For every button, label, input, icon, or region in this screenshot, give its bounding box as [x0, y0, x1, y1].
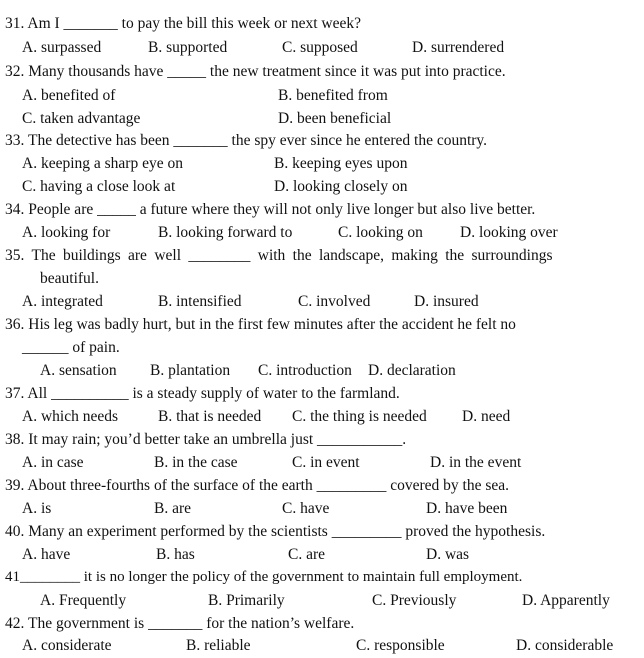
question-stem: 36. His leg was badly hurt, but in the first few minutes after the accident he felt no — [5, 316, 516, 333]
option-d: D. looking over — [460, 224, 558, 241]
option-d: D. in the event — [430, 454, 522, 471]
question-stem: 35. The buildings are well ________ with the landscape, making the surroundings — [5, 247, 553, 264]
option-b: B. intensified — [158, 293, 242, 310]
question-stem: 38. It may rain; you’d better take an umbrella just ___________. — [5, 431, 407, 448]
question-36-stem — [0, 313, 644, 336]
question-42-stem — [0, 612, 644, 635]
question-stem: 34. People are _____ a future where they will not only live longer but also live better. — [5, 201, 536, 218]
question-stem: 33. The detective has been _______ the spy ever since he entered the country. — [5, 132, 488, 149]
option-b: B. benefited from — [278, 87, 388, 104]
option-c: C. in event — [292, 454, 360, 471]
option-b: B. has — [156, 546, 195, 563]
option-b: B. in the case — [154, 454, 238, 471]
question-35-stem — [0, 244, 644, 267]
option-a: A. considerate — [22, 637, 112, 654]
question-stem: 32. Many thousands have _____ the new treatment since it was put into practice. — [5, 63, 506, 80]
option-c: C. having a close look at — [22, 178, 176, 195]
option-b: B. reliable — [186, 637, 251, 654]
option-a: A. looking for — [22, 224, 111, 241]
question-stem-continuation: ______ of pain. — [22, 339, 120, 356]
option-a: A. benefited of — [22, 87, 116, 104]
option-c: C. have — [282, 500, 330, 517]
question-32-stem — [0, 60, 644, 83]
question-38-options — [0, 451, 644, 474]
option-d: D. declaration — [368, 362, 456, 379]
option-b: B. are — [154, 500, 192, 517]
option-d: D. need — [462, 408, 511, 425]
question-36-options — [0, 359, 644, 382]
question-41-stem — [0, 566, 644, 589]
question-39-options — [0, 497, 644, 520]
question-33-options-row1 — [0, 152, 644, 175]
question-stem: 39. About three-fourths of the surface of the earth _________ covered by the sea. — [5, 477, 510, 494]
option-b: B. keeping eyes upon — [274, 155, 408, 172]
option-d: D. considerable — [516, 637, 614, 654]
question-39-stem — [0, 474, 644, 497]
question-35-options — [0, 290, 644, 313]
option-a: A. keeping a sharp eye on — [22, 155, 183, 172]
option-a: A. Frequently — [40, 592, 127, 609]
option-a: A. sensation — [40, 362, 117, 379]
option-c: C. involved — [298, 293, 371, 310]
question-40-options — [0, 543, 644, 566]
question-32-options-row2 — [0, 107, 644, 130]
question-34-stem — [0, 198, 644, 221]
question-33-stem — [0, 129, 644, 152]
option-b: B. that is needed — [158, 408, 262, 425]
question-stem: 42. The government is _______ for the nation’s welfare. — [5, 615, 355, 632]
option-b: B. looking forward to — [158, 224, 293, 241]
option-c: C. introduction — [258, 362, 352, 379]
question-stem: 37. All __________ is a steady supply of water to the farmland. — [5, 385, 400, 402]
option-a: A. is — [22, 500, 52, 517]
option-d: D. was — [426, 546, 470, 563]
question-37-options — [0, 405, 644, 428]
question-35-stem-cont — [0, 267, 644, 290]
question-33-options-row2 — [0, 175, 644, 198]
option-d: D. surrendered — [412, 39, 505, 56]
option-c: C. the thing is needed — [292, 408, 427, 425]
option-c: C. are — [288, 546, 326, 563]
option-c: C. Previously — [372, 592, 457, 609]
question-31-options — [0, 36, 644, 59]
question-42-options — [0, 634, 644, 657]
question-34-options — [0, 221, 644, 244]
question-41-options — [0, 589, 644, 612]
option-c: C. taken advantage — [22, 110, 141, 127]
option-d: D. Apparently — [522, 592, 610, 609]
question-stem: 40. Many an experiment performed by the scientists _________ proved the hypothesis. — [5, 523, 546, 540]
option-c: C. responsible — [356, 637, 445, 654]
question-32-options-row1 — [0, 84, 644, 107]
option-b: B. plantation — [150, 362, 231, 379]
question-31-stem — [0, 12, 644, 35]
option-d: D. been beneficial — [278, 110, 392, 127]
option-d: D. have been — [426, 500, 508, 517]
question-40-stem — [0, 520, 644, 543]
option-a: A. surpassed — [22, 39, 102, 56]
question-37-stem — [0, 382, 644, 405]
option-a: A. integrated — [22, 293, 103, 310]
question-38-stem — [0, 428, 644, 451]
option-b: B. Primarily — [208, 592, 285, 609]
option-d: D. insured — [414, 293, 479, 310]
option-a: A. in case — [22, 454, 84, 471]
option-b: B. supported — [148, 39, 228, 56]
option-d: D. looking closely on — [274, 178, 408, 195]
question-stem: 31. Am I _______ to pay the bill this week or next week? — [5, 15, 362, 32]
option-a: A. have — [22, 546, 71, 563]
option-a: A. which needs — [22, 408, 118, 425]
question-stem-continuation: beautiful. — [40, 270, 99, 287]
option-c: C. looking on — [338, 224, 423, 241]
option-c: C. supposed — [282, 39, 358, 56]
question-stem: 41________ it is no longer the policy of the government to maintain full employment. — [5, 569, 523, 585]
question-36-stem-cont — [0, 336, 644, 359]
